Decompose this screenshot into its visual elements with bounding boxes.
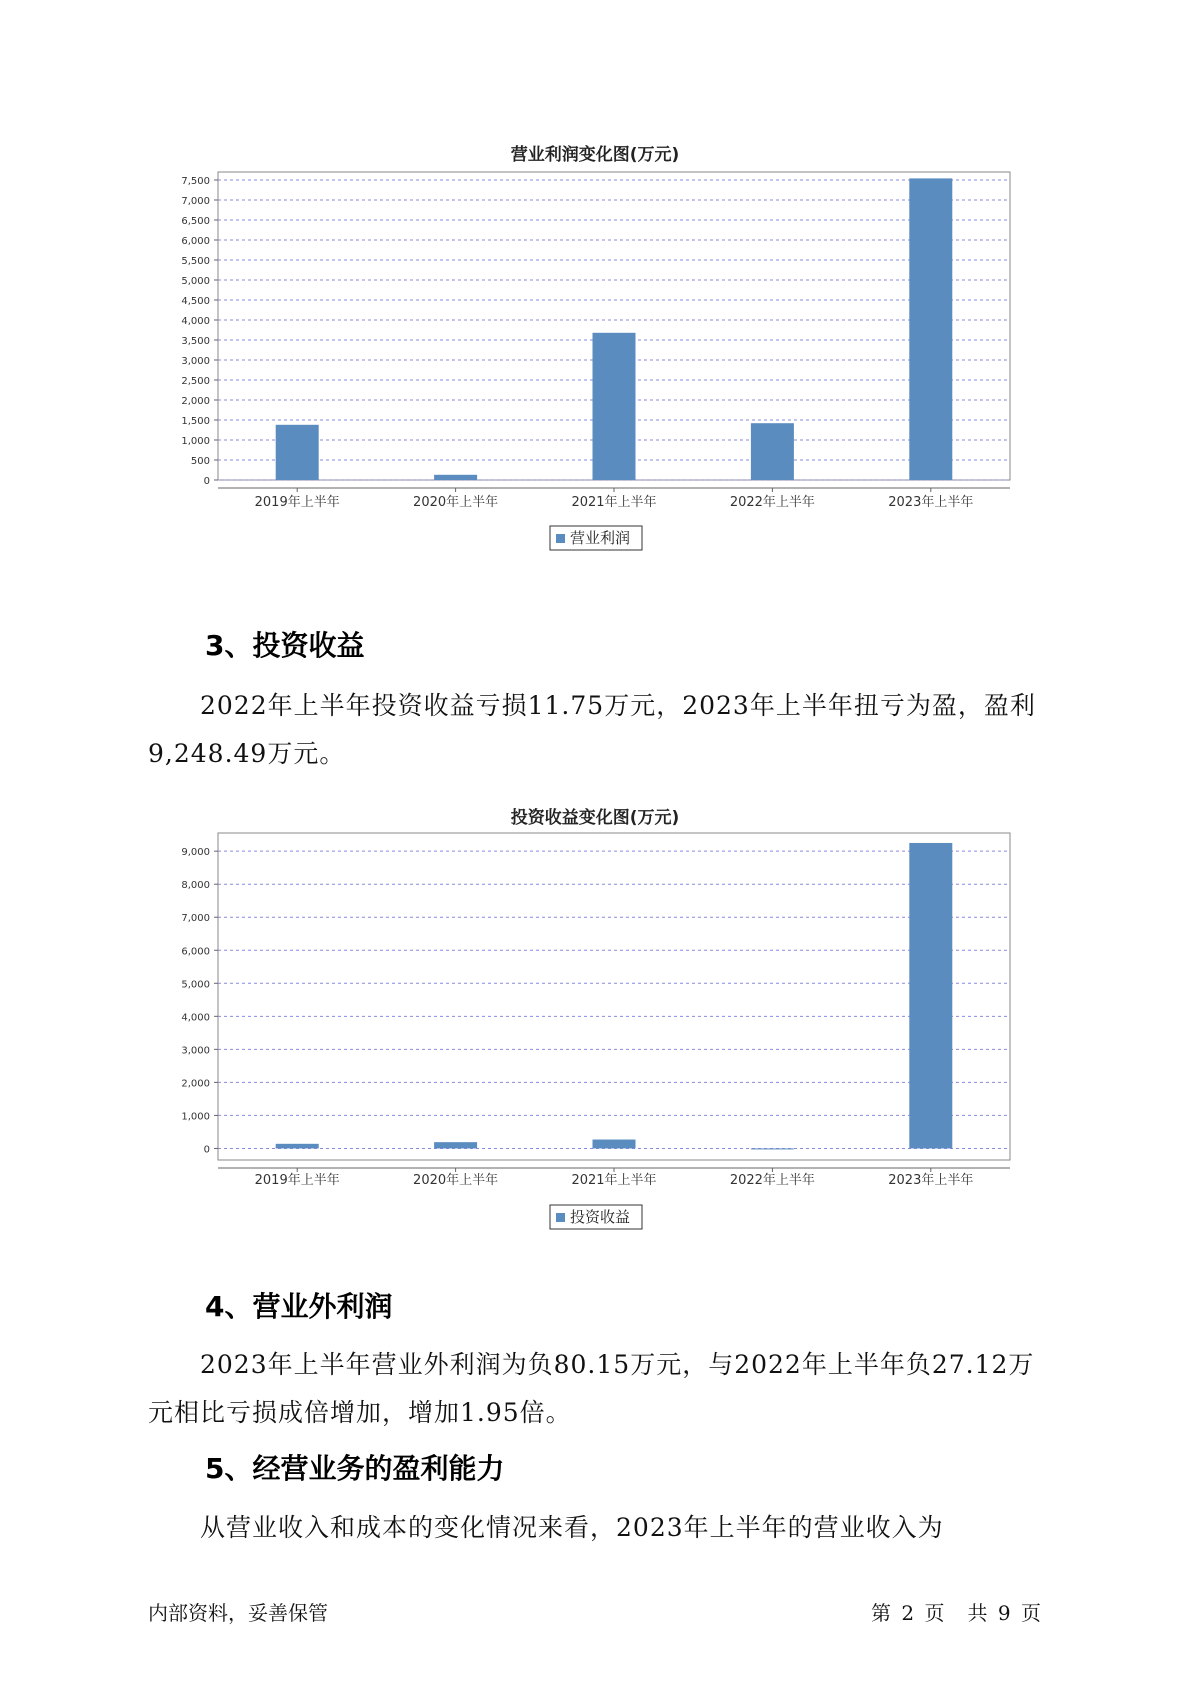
- y-tick-label: 2,000: [181, 1078, 210, 1090]
- section-3-text-line-2: 9,248.49万元。: [148, 739, 346, 768]
- y-tick-label: 4,000: [181, 1012, 210, 1024]
- bar: [593, 333, 636, 480]
- footer-total-number: 9: [997, 1601, 1011, 1625]
- y-tick-label: 1,000: [181, 436, 210, 447]
- footer-page-indicator: [869, 1597, 1043, 1626]
- bar: [434, 475, 477, 480]
- x-tick-label: 2019年上半年: [254, 1173, 340, 1188]
- operating-profit-chart: [0, 130, 1191, 600]
- footer-page-label-mid: 页: [924, 1601, 945, 1625]
- legend-label: 投资收益: [570, 1208, 631, 1226]
- y-tick-label: 3,500: [181, 336, 210, 347]
- x-tick-label: 2020年上半年: [413, 1173, 499, 1188]
- footer-total-label-post: 页: [1021, 1601, 1041, 1625]
- x-tick-label: 2020年上半年: [413, 495, 499, 510]
- x-tick-label: 2022年上半年: [729, 1173, 815, 1188]
- bar: [276, 1144, 319, 1149]
- bar: [909, 178, 952, 480]
- chart-title: 投资收益变化图(万元): [510, 808, 680, 828]
- y-tick-label: 5,000: [181, 979, 210, 991]
- section-5-heading: 5、经营业务的盈利能力: [205, 1452, 505, 1485]
- legend-label: 营业利润: [570, 529, 631, 547]
- footer-total-label-pre: 共: [967, 1601, 988, 1625]
- footer-page-label-pre: 第: [871, 1601, 892, 1625]
- investment-income-chart: [0, 793, 1191, 1263]
- section-3-text-line-1: 2022年上半年投资收益亏损11.75万元，2023年上半年扭亏为盈，盈利: [200, 691, 1036, 720]
- bar: [593, 1140, 636, 1149]
- y-tick-label: 1,000: [181, 1111, 210, 1123]
- bar: [276, 425, 319, 480]
- section-3-heading: 3、投资收益: [205, 629, 365, 662]
- investment-income-chart-svg: [0, 793, 1191, 1263]
- y-tick-label: 9,000: [181, 847, 210, 859]
- section-4-text-line-2: 元相比亏损成倍增加，增加1.95倍。: [148, 1398, 572, 1427]
- y-tick-label: 8,000: [181, 880, 210, 892]
- legend-swatch: [556, 534, 565, 543]
- y-tick-label: 2,000: [181, 396, 210, 407]
- chart-legend: [550, 1205, 642, 1229]
- footer-page-number: 2: [901, 1601, 915, 1625]
- y-tick-label: 7,000: [181, 913, 210, 925]
- y-tick-label: 7,500: [181, 176, 210, 187]
- x-tick-label: 2021年上半年: [571, 1173, 657, 1188]
- y-tick-label: 3,000: [181, 356, 210, 367]
- y-tick-label: 0: [203, 476, 210, 487]
- y-tick-label: 5,000: [181, 276, 210, 287]
- bar: [434, 1142, 477, 1148]
- y-tick-label: 4,500: [181, 296, 210, 307]
- y-tick-label: 6,000: [181, 236, 210, 247]
- x-tick-label: 2021年上半年: [571, 495, 657, 510]
- plot-area: [218, 833, 1010, 1160]
- bar: [751, 1148, 794, 1149]
- y-tick-label: 1,500: [181, 416, 210, 427]
- x-tick-label: 2023年上半年: [888, 1173, 974, 1188]
- legend-swatch: [556, 1213, 565, 1222]
- x-tick-label: 2022年上半年: [729, 495, 815, 510]
- section-5-text-line-1: 从营业收入和成本的变化情况来看，2023年上半年的营业收入为: [200, 1513, 944, 1542]
- y-tick-label: 7,000: [181, 196, 210, 207]
- footer-confidential-note: 内部资料，妥善保管: [148, 1601, 328, 1625]
- y-tick-label: 4,000: [181, 316, 210, 327]
- y-tick-label: 3,000: [181, 1045, 210, 1057]
- section-4-text-line-1: 2023年上半年营业外利润为负80.15万元，与2022年上半年负27.12万: [200, 1350, 1035, 1379]
- y-tick-label: 2,500: [181, 376, 210, 387]
- x-tick-label: 2019年上半年: [254, 495, 340, 510]
- x-tick-label: 2023年上半年: [888, 495, 974, 510]
- y-tick-label: 5,500: [181, 256, 210, 267]
- y-tick-label: 0: [203, 1144, 210, 1156]
- chart-legend: [550, 526, 642, 550]
- y-tick-label: 500: [190, 456, 210, 467]
- section-4-heading: 4、营业外利润: [205, 1290, 393, 1323]
- bar: [751, 423, 794, 480]
- bar: [909, 843, 952, 1148]
- y-tick-label: 6,000: [181, 946, 210, 958]
- y-tick-label: 6,500: [181, 216, 210, 227]
- operating-profit-chart-svg: [0, 130, 1191, 600]
- chart-title: 营业利润变化图(万元): [510, 145, 680, 165]
